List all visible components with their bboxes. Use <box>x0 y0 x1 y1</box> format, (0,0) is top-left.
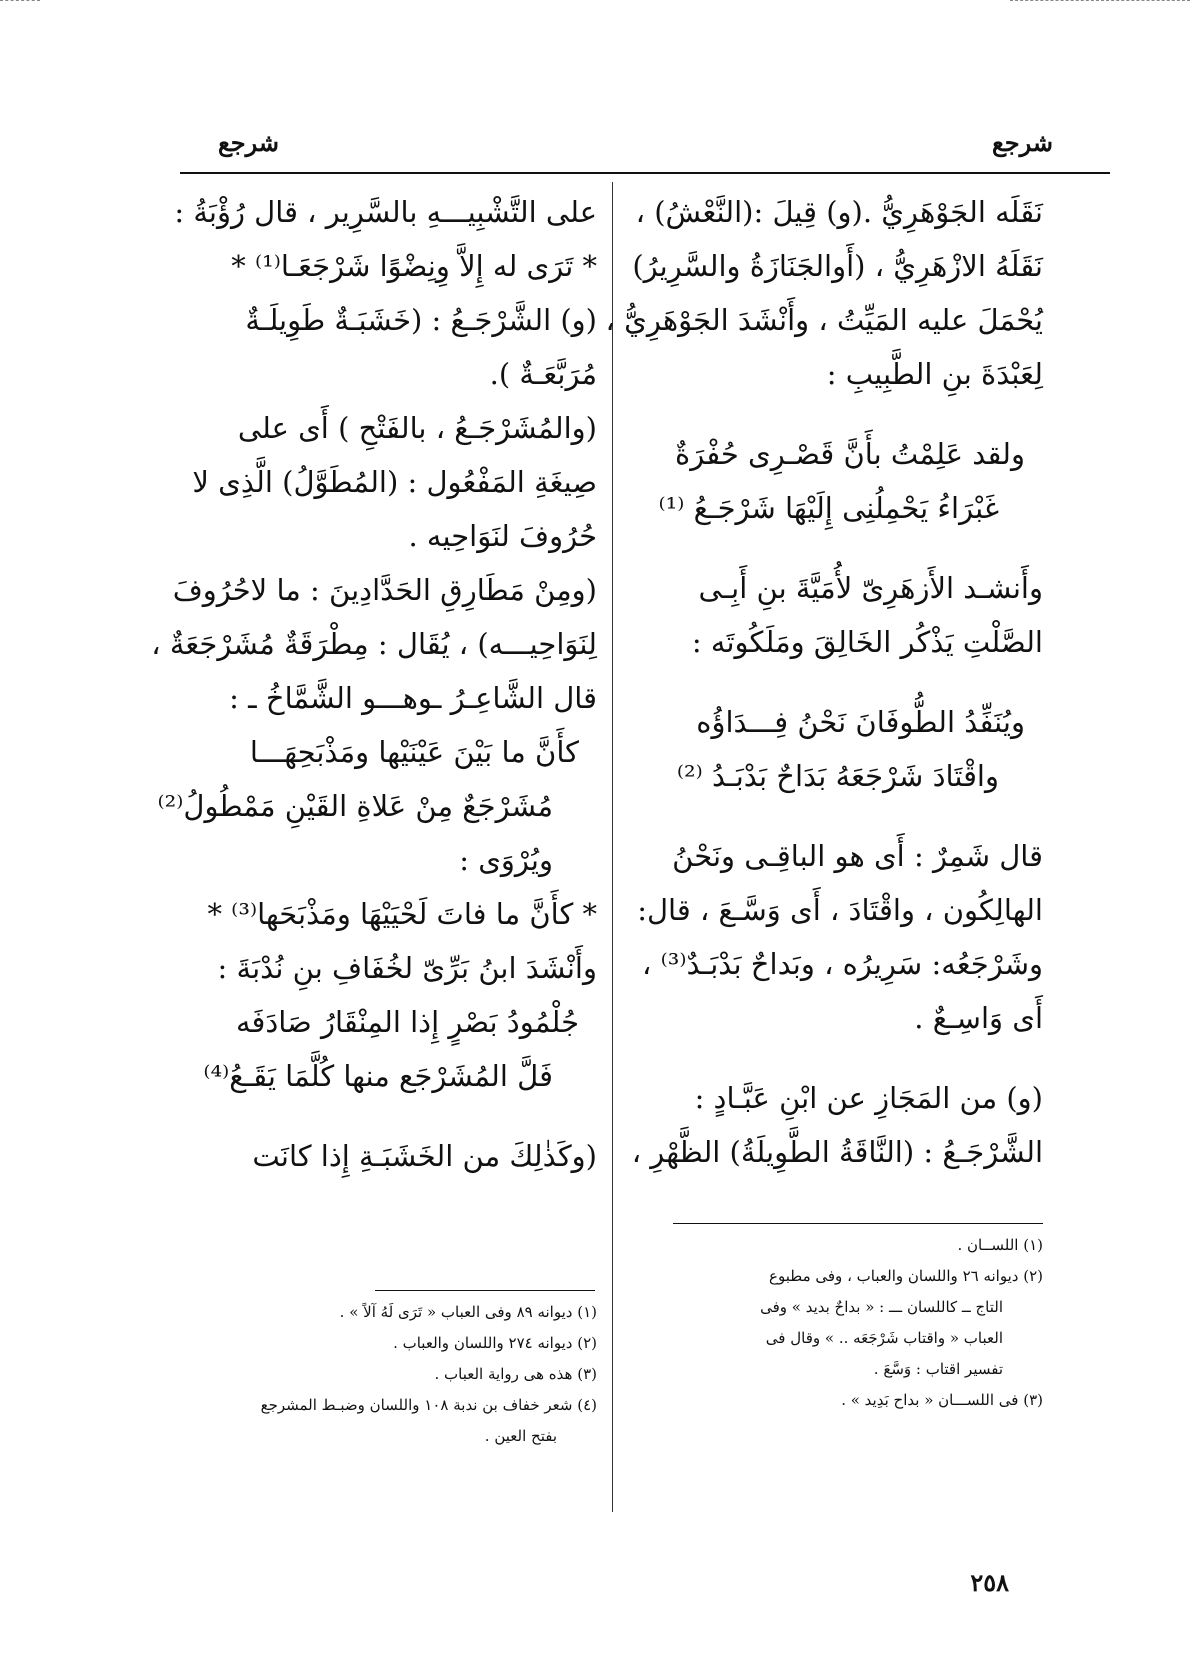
footnote: (٣) فى اللســـان « بداح بَدِيد » . <box>841 1391 1043 1409</box>
stanza-gap <box>648 669 1043 695</box>
text-line: (ومِنْ مَطَارِقِ الحَدَّادِينَ : ما لاحُرُوفَ <box>172 573 597 607</box>
verse-line: واقْتَادَ شَرْجَعَهُ بَدَاحٌ بَدْبَـدُ ⁽²⁾ <box>676 759 999 793</box>
verse-line: غَبْرَاءُ يَحْمِلُنِى إِلَيْهَا شَرْجَـعُ ⁽¹⁾ <box>658 491 999 525</box>
running-header-right: شرجع <box>992 128 1053 157</box>
column-separator <box>612 182 613 1512</box>
footnote: التاج ــ كاللسان ـــ : « بداحٌ بديد » وفى <box>760 1298 1003 1316</box>
text-line: (و) الشَّرْجَـعُ : (خَشَبَـةٌ طَوِيلَـةٌ <box>245 303 597 337</box>
text-line: (والمُشَرْجَـعُ ، بالفَتْحِ ) أَى على <box>237 411 597 445</box>
text-line: صِيغَةِ المَفْعُول : (المُطَوَّلُ) الَّذِى لا <box>192 465 597 499</box>
footnote: (١) اللســان . <box>957 1236 1043 1254</box>
text-line: مُرَبَّعَـةٌ ). <box>489 357 597 391</box>
text-line: حُرُوفَ لنَوَاحِيه . <box>408 519 597 553</box>
text-line: قال الشَّاعِـرُ ـوهـــو الشَّمَّاخُ ـ : <box>229 681 597 715</box>
text-line: (و) من المَجَازِ عن ابْنِ عَبَّـادٍ : <box>694 1081 1043 1115</box>
text-line: ويُرْوَى : <box>459 843 553 877</box>
running-header-left: شرجع <box>218 128 279 157</box>
text-line: يُحْمَلَ عليه المَيِّتُ ، وأَنْشَدَ الجَوْهَرِيُّ ، <box>605 303 1043 337</box>
header-rule <box>180 172 1110 174</box>
footnotes-left <box>172 1297 597 1452</box>
left-column <box>151 185 597 1183</box>
verse-line: فَلَّ المُشَرْجَع منها كُلَّمَا يَقَـعُ⁽⁴⁾ <box>203 1059 553 1093</box>
verse-line: جُلْمُودُ بَصْرٍ إِذا المِنْقَارُ صَادَفَه <box>235 1005 579 1039</box>
text-line: لِعَبْدَةَ بنِ الطَّبِيبِ : <box>826 357 1043 391</box>
text-line: على التَّشْبِيـــهِ بالسَّرِير ، قال رُؤْبَةُ : <box>174 195 597 229</box>
text-line: وشَرْجَعُه: سَرِيرُه ، وبَداحٌ بَدْبَـدٌ⁽³⁾ ، <box>642 947 1043 981</box>
text-line: قال شَمِرٌ : أَى هو الباقِـى ونَحْنُ <box>672 839 1043 873</box>
text-line: أَى وَاسِـعٌ . <box>914 1001 1043 1035</box>
verse-line: مُشَرْجَعٌ مِنْ عَلاةِ القَيْنِ مَمْطُولُ⁽²⁾ <box>157 789 553 823</box>
text-line: وأَنْشَدَ ابنُ بَرِّىّ لخُفَافِ بنِ نُدْبَةَ : <box>217 951 597 985</box>
stanza-gap <box>172 1103 597 1129</box>
stanza-gap <box>648 401 1043 427</box>
verse-line: ويُنَفِّدُ الطُّوفَانَ نَحْنُ فِـــدَاؤُه <box>696 705 1025 739</box>
right-column <box>605 185 1043 1179</box>
text-line: لِنَوَاحِيـــه) ، يُقَال : مِطْرَقَةٌ مُشَرْجَعَةٌ ، <box>151 627 597 661</box>
footnotes-right <box>648 1230 1043 1416</box>
text-line: نَقَلَه الجَوْهَرِيُّ .(و) قِيلَ :(النَّعْشُ) ، <box>635 195 1043 229</box>
footnote: (٢) ديوانه ٢٧٤ واللسان والعباب . <box>393 1334 597 1352</box>
footnote: (٣) هذه هى رواية العباب . <box>434 1365 597 1383</box>
footnote-rule-right <box>673 1223 1043 1224</box>
scan-corner-mark-right <box>1010 0 1190 1</box>
text-line: نَقَلَهُ الازْهَرِيُّ ، (أَوالجَنَازَةُ والسَّرِيرُ) <box>632 249 1043 283</box>
page-number: ٢٥٨ <box>970 1568 1009 1597</box>
footnote: (٤) شعر خفاف بن ندبة ١٠٨ واللسان وضبـط المشرجع <box>260 1396 597 1414</box>
verse-line: * تَرَى له إِلاَّ وِنِضْوًا شَرْجَعَـا⁽¹⁾ * <box>231 249 597 283</box>
scan-corner-mark-left <box>0 0 40 1</box>
footnote: بفتح العين . <box>484 1427 557 1445</box>
text-line: (وكَذٰلِكَ من الخَشَبَـةِ إِذا كانَت <box>252 1139 597 1173</box>
text-line: الشَّرْجَـعُ : (النَّاقَةُ الطَّوِيلَةُ) الظَّهْرِ ، <box>631 1135 1043 1169</box>
verse-line: ولقد عَلِمْتُ بأَنَّ قَصْـرِى حُفْرَةٌ <box>675 437 1025 471</box>
text-line: وأَنشـد الأَزهَرِىّ لأُمَيَّةَ بنِ أَبِـى <box>698 571 1043 605</box>
text-line: الصَّلْتِ يَذْكُر الخَالِقَ ومَلَكُوتَه : <box>691 625 1043 659</box>
verse-line: * كأَنَّ ما فاتَ لَحْيَيْهَا ومَذْبَحَها⁽³⁾ * <box>207 897 597 931</box>
footnote: العباب « واقتاب شَرْجَعَه .. » وقال فى <box>765 1329 1003 1347</box>
footnote: (١) ديوانه ٨٩ وفى العباب « تَرَى لَهُ آلاً » . <box>339 1303 597 1321</box>
footnote: تفسير اقتاب : وَسَّعَ . <box>873 1360 1003 1378</box>
footnote-rule-left <box>375 1290 595 1291</box>
stanza-gap <box>648 535 1043 561</box>
stanza-gap <box>648 1045 1043 1071</box>
verse-line: كأَنَّ ما بَيْنَ عَيْنَيْها ومَذْبَحِهَـــا <box>249 735 579 769</box>
footnote: (٢) ديوانه ٢٦ واللسان والعباب ، وفى مطبوع <box>769 1267 1043 1285</box>
stanza-gap <box>648 803 1043 829</box>
text-line: الهالِكُون ، واقْتَادَ ، أَى وَسَّـعَ ، قال: <box>637 893 1043 927</box>
